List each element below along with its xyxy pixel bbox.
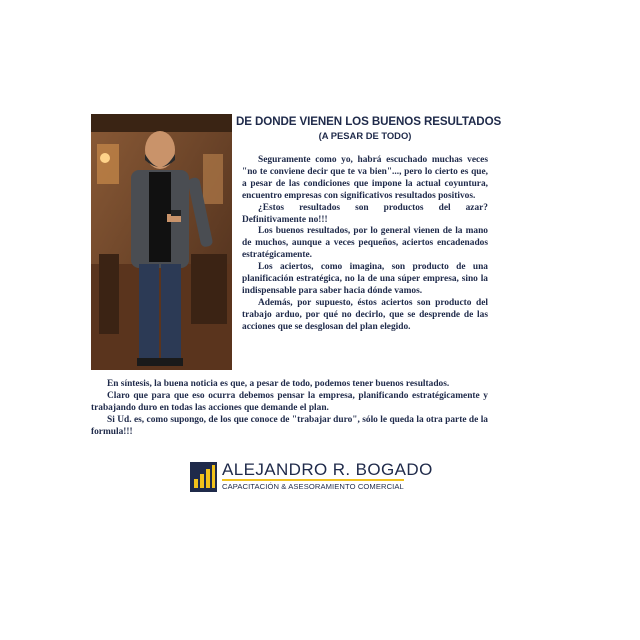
author-photo (91, 114, 232, 370)
article-title: DE DONDE VIENEN LOS BUENOS RESULTADOS (236, 115, 502, 128)
paragraph: ¿Estos resultados son productos del azar? Definitivamente no!!! (242, 202, 488, 225)
bar-chart-icon (190, 462, 217, 492)
paragraph: Claro que para que eso ocurra debemos pensar la empresa, planificando estratégicamente y trabajando duro en todas las acciones que demande el plan. (91, 390, 488, 413)
paragraph: Los buenos resultados, por lo general vienen de la mano de muchos, aunque a veces pequeños, aciertos encadenados estratégicamente. (242, 226, 488, 261)
brand-divider (222, 479, 404, 481)
article-header (236, 115, 502, 141)
paragraph: En síntesis, la buena noticia es que, a pesar de todo, podemos tener buenos resultados. (107, 379, 450, 389)
article-column-text (242, 155, 488, 334)
paragraph: Si Ud. es, como supongo, de los que conoce de "trabajar duro", sólo le queda la otra parte de la formula!!! (91, 414, 488, 437)
author-portrait-image (91, 114, 232, 370)
brand-tagline: CAPACITACIÓN & ASESORAMIENTO COMERCIAL (222, 482, 404, 491)
brand-logo (190, 460, 433, 494)
paragraph: Seguramente como yo, habrá escuchado muchas veces "no te conviene decir que te va bien"..., pero lo cierto es que, a pesar de las condiciones que impone la actual coyuntura, encuentro empresas con significativos resultados positivos. (242, 155, 488, 201)
article-conclusion-text (91, 379, 488, 439)
paragraph: Además, por supuesto, éstos aciertos son producto del trabajo arduo, por qué no decirlo, que se desprende de las acciones que se desglosan del plan elegido. (242, 297, 488, 332)
article-subtitle: (A PESAR DE TODO) (318, 130, 412, 141)
brand-name: ALEJANDRO R. BOGADO (222, 460, 433, 479)
paragraph: Los aciertos, como imagina, son producto de una planificación estratégica, no la de una súper empresa, sino la indispensable para saber hacia dónde vamos. (242, 262, 488, 296)
